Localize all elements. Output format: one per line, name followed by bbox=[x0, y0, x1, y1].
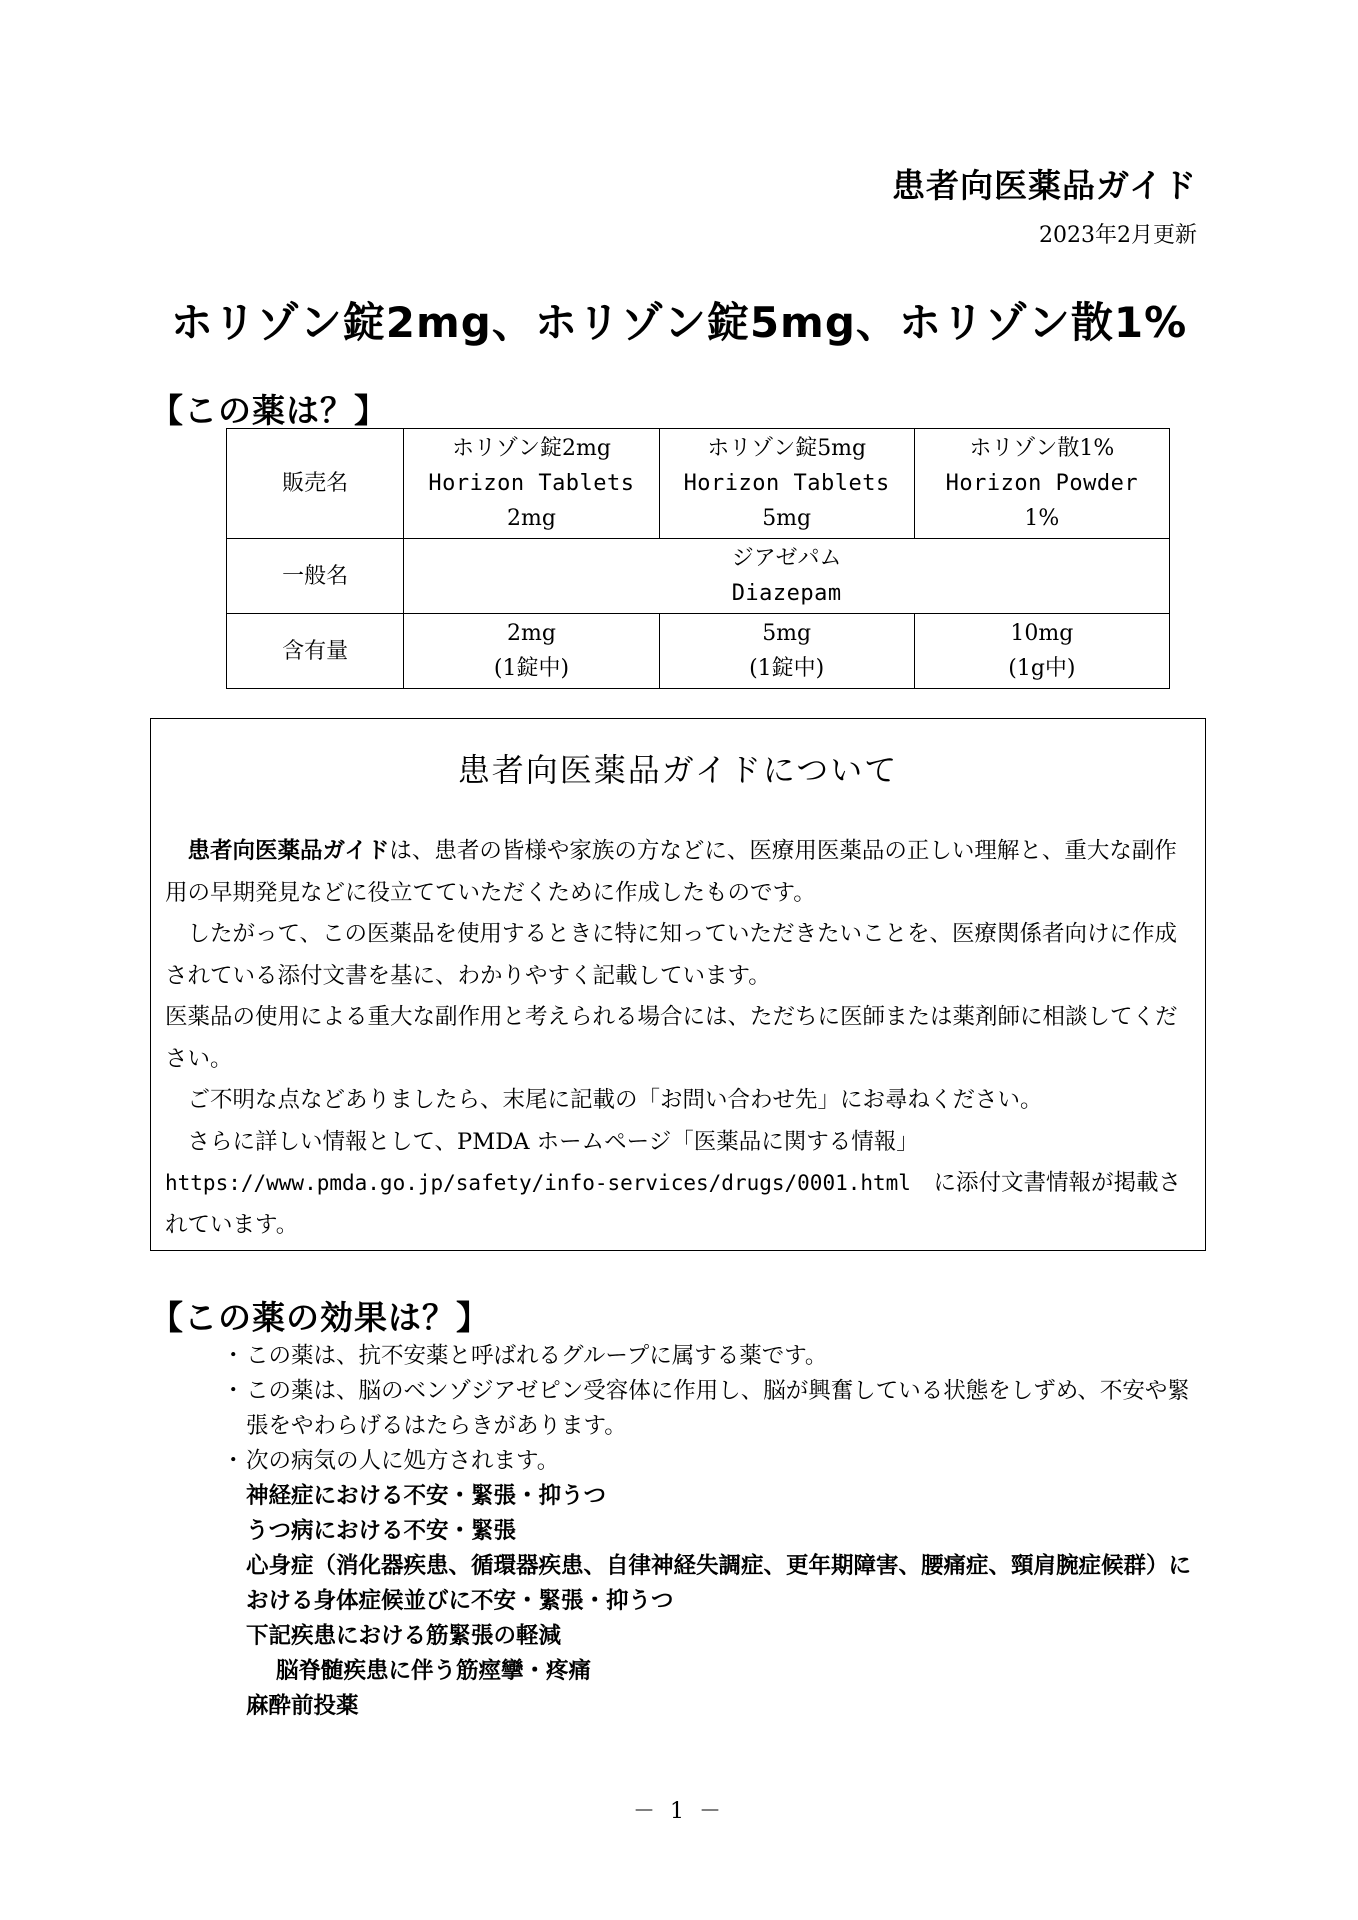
table-cell-brand-1 bbox=[404, 429, 659, 539]
about-guide-box bbox=[150, 718, 1206, 1251]
about-paragraph-5-text: さらに詳しい情報として、PMDA ホームページ「医薬品に関する情報」 bbox=[187, 1128, 919, 1155]
about-paragraph-1-text: は、患者の皆様や家族の方などに、医療用医薬品の正しい理解と、重大な副作用の早期発見などに役立てていただくために作成したものです。 bbox=[165, 838, 1177, 906]
pmda-url-link[interactable]: https://www.pmda.go.jp/safety/info-services/drugs/0001.html bbox=[165, 1171, 911, 1195]
table-cell-content-2 bbox=[659, 614, 914, 689]
about-box-body bbox=[165, 831, 1193, 1246]
about-paragraph-4: ご不明な点などありましたら、末尾に記載の「お問い合わせ先」にお尋ねください。 bbox=[187, 1087, 1043, 1113]
table-header-content: 含有量 bbox=[227, 614, 404, 689]
table-cell-content-3 bbox=[914, 614, 1169, 689]
condition-item: 下記疾患における筋緊張の軽減 bbox=[246, 1623, 562, 1649]
about-paragraph-5 bbox=[165, 1122, 1193, 1247]
content-unit: (1錠中) bbox=[493, 656, 570, 681]
guide-name-bold: 患者向医薬品ガイド bbox=[187, 838, 390, 864]
content-unit: (1錠中) bbox=[749, 656, 825, 681]
about-paragraph-3: 医薬品の使用による重大な副作用と考えられる場合には、ただちに医師または薬剤師に相談してください。 bbox=[165, 1004, 1178, 1072]
brand-ja: ホリゾン錠5mg bbox=[707, 436, 867, 461]
bullet-text: 次の病気の人に処方されます。 bbox=[246, 1448, 560, 1474]
content-amount: 10mg bbox=[1010, 621, 1074, 646]
content-unit: (1g中) bbox=[1008, 656, 1076, 681]
generic-name-en: Diazepam bbox=[731, 581, 842, 606]
guide-title: 患者向医薬品ガイド bbox=[891, 166, 1197, 205]
about-paragraph-1 bbox=[165, 831, 1193, 914]
list-item bbox=[222, 1339, 1202, 1374]
about-paragraph-2: したがって、この医薬品を使用するときに特に知っていただきたいことを、医療関係者向けに作成されている添付文書を基に、わかりやすく記載しています。 bbox=[165, 921, 1178, 989]
update-date: 2023年2月更新 bbox=[1039, 223, 1197, 248]
table-cell-generic bbox=[404, 539, 1170, 614]
table-header-brand: 販売名 bbox=[227, 429, 404, 539]
table-row-brand bbox=[227, 429, 1170, 539]
bullet-text: この薬は、抗不安薬と呼ばれるグループに属する薬です。 bbox=[246, 1343, 828, 1369]
list-item bbox=[222, 1444, 1202, 1479]
effects-list bbox=[222, 1339, 1202, 1724]
section-heading-what: 【この薬は？】 bbox=[150, 391, 388, 430]
brand-en-strength: 5mg bbox=[762, 506, 812, 531]
content-amount: 5mg bbox=[762, 621, 812, 646]
condition-subitem: 脳脊髄疾患に伴う筋痙攣・疼痛 bbox=[276, 1658, 592, 1684]
brand-ja: ホリゾン錠2mg bbox=[451, 436, 611, 461]
list-item bbox=[222, 1374, 1202, 1444]
brand-en-strength: 1% bbox=[1024, 506, 1060, 531]
bullet-mark: ・ bbox=[222, 1343, 245, 1369]
brand-en: Horizon Tablets bbox=[683, 471, 890, 496]
about-paragraph-5-tail: に添付文書情報が掲載されています。 bbox=[165, 1170, 1181, 1238]
page-number: － 1 － bbox=[633, 1799, 725, 1824]
condition-item: うつ病における不安・緊張 bbox=[246, 1518, 517, 1544]
bullet-text: この薬は、脳のベンゾジアゼピン受容体に作用し、脳が興奮している状態をしずめ、不安や緊張をやわらげるはたらきがあります。 bbox=[246, 1378, 1190, 1439]
bullet-mark: ・ bbox=[222, 1448, 245, 1474]
condition-item: 心身症（消化器疾患、循環器疾患、自律神経失調症、更年期障害、腰痛症、頸肩腕症候群）における身体症候並びに不安・緊張・抑うつ bbox=[246, 1553, 1192, 1614]
brand-en-strength: 2mg bbox=[506, 506, 556, 531]
table-cell-content-1 bbox=[404, 614, 659, 689]
content-amount: 2mg bbox=[506, 621, 556, 646]
brand-en: Horizon Tablets bbox=[428, 471, 635, 496]
table-row-generic bbox=[227, 539, 1170, 614]
generic-name-ja: ジアゼパム bbox=[731, 546, 842, 571]
table-row-content bbox=[227, 614, 1170, 689]
condition-item: 神経症における不安・緊張・抑うつ bbox=[246, 1483, 607, 1509]
condition-list bbox=[246, 1479, 1202, 1724]
bullet-mark: ・ bbox=[222, 1378, 245, 1404]
brand-ja: ホリゾン散1% bbox=[969, 436, 1115, 461]
table-cell-brand-3 bbox=[914, 429, 1169, 539]
table-header-generic: 一般名 bbox=[227, 539, 404, 614]
condition-item: 麻酔前投薬 bbox=[246, 1693, 359, 1719]
drug-title: ホリゾン錠2mg、ホリゾン錠5mg、ホリゾン散1% bbox=[170, 298, 1188, 347]
drug-spec-table bbox=[226, 428, 1170, 689]
table-cell-brand-2 bbox=[659, 429, 914, 539]
about-box-title: 患者向医薬品ガイドについて bbox=[457, 751, 899, 789]
section-heading-effect: 【この薬の効果は？】 bbox=[150, 1298, 490, 1337]
brand-en: Horizon Powder bbox=[945, 471, 1139, 496]
